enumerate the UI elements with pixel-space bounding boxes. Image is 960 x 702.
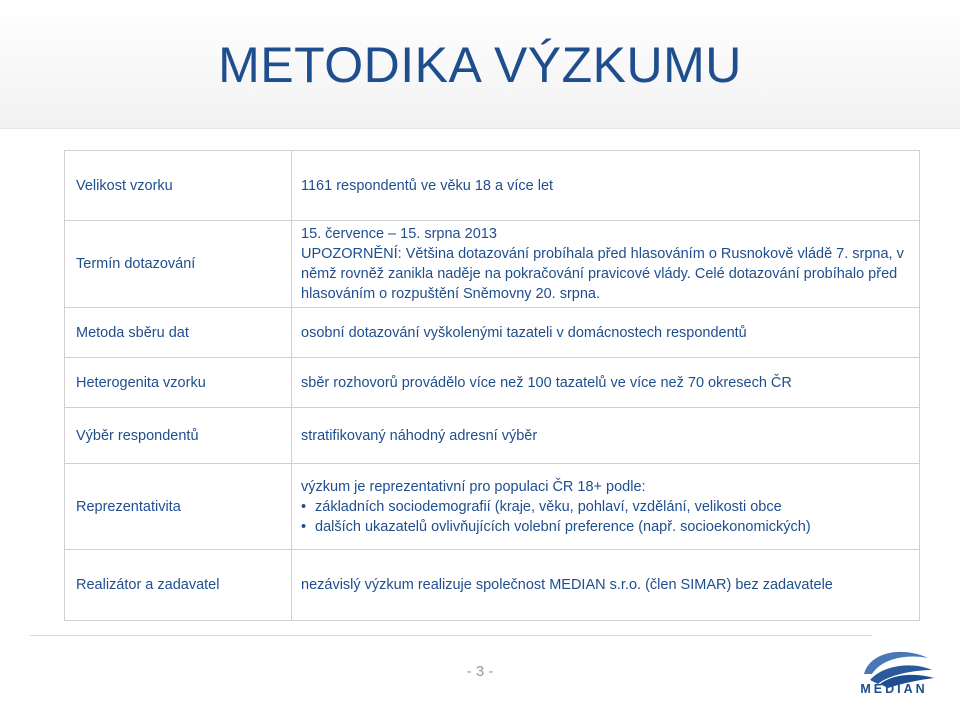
row-label: Heterogenita vzorku [65,358,292,408]
table-row [65,408,920,464]
footer-divider [30,635,872,636]
table-row [65,464,920,550]
row-value [292,464,920,550]
methodology-table [64,150,920,621]
row-value: nezávislý výzkum realizuje společnost MEDIAN s.r.o. (člen SIMAR) bez zadavatele [292,550,920,621]
logo-wordmark: MEDIAN [860,682,928,696]
row-value: osobní dotazování vyškolenými tazateli v domácnostech respondentů [292,308,920,358]
table-row [65,550,920,621]
list-item: • dalších ukazatelů ovlivňujících volební preference (např. socioekonomických) [301,517,909,537]
row-value [292,221,920,308]
table-row [65,358,920,408]
row-label: Realizátor a zadavatel [65,550,292,621]
row-label: Termín dotazování [65,221,292,308]
slide-title: METODIKA VÝZKUMU [218,37,742,93]
table-row [65,221,920,308]
page-number: - 3 - [466,663,494,680]
table-row [65,308,920,358]
row-label: Reprezentativita [65,464,292,550]
row-value: stratifikovaný náhodný adresní výběr [292,408,920,464]
date-range: 15. července – 15. srpna 2013 [301,226,497,242]
row-value: 1161 respondentů ve věku 18 a více let [292,151,920,221]
list-item: • základních sociodemografií (kraje, věku, pohlaví, vzdělání, velikosti obce [301,497,909,517]
bullet-list [301,497,909,537]
row-label: Výběr respondentů [65,408,292,464]
row-value: sběr rozhovorů provádělo více než 100 tazatelů ve více než 70 okresech ČR [292,358,920,408]
row-label: Metoda sběru dat [65,308,292,358]
row-label: Velikost vzorku [65,151,292,221]
representativeness-intro: výzkum je reprezentativní pro populaci ČR 18+ podle: [301,478,646,495]
warning-note: UPOZORNĚNÍ: Většina dotazování probíhala před hlasováním o Rusnokově vládě 7. srpna, v němž rovněž zanikla naděje na pokračování pravicové vlády. Celé dotazování probíhalo před hlasováním o rozpuštění Sněmovny 20. srpna. [301,246,904,302]
table-row [65,151,920,221]
